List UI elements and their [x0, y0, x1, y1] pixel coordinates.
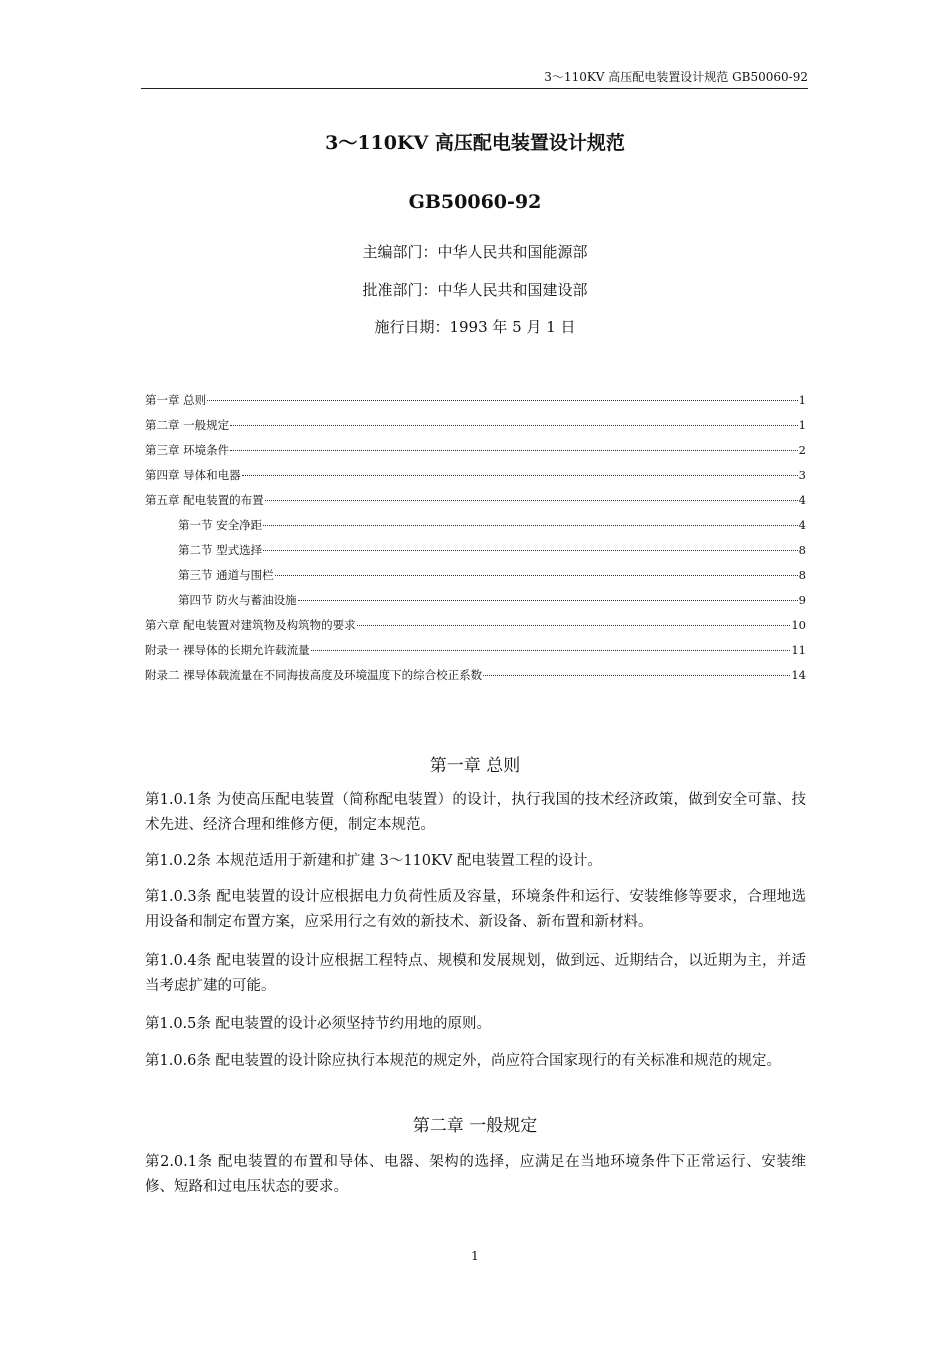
- table-of-contents: [145, 392, 806, 692]
- clause-1-0-3: 第1.0.3条 配电装置的设计应根据电力负荷性质及容量，环境条件和运行、安装维修等要求，合理地选用设备和制定布置方案，应采用行之有效的新技术、新设备、新布置和新材料。: [145, 889, 806, 930]
- toc-entry[interactable]: 第三章 环境条件 2: [145, 443, 806, 457]
- toc-subentry[interactable]: 第二节 型式选择 8: [178, 543, 806, 557]
- document-title: 3～110KV 高压配电装置设计规范: [325, 132, 625, 154]
- clause-1-0-2: 第1.0.2条 本规范适用于新建和扩建 3～110KV 配电装置工程的设计。: [145, 853, 602, 869]
- page-number: 1: [471, 1249, 479, 1263]
- toc-subentry[interactable]: 第一节 安全净距 4: [178, 518, 806, 532]
- standard-code: GB50060-92: [408, 191, 542, 213]
- toc-entry[interactable]: 第四章 导体和电器 3: [145, 468, 806, 482]
- toc-entry[interactable]: 第二章 一般规定 1: [145, 418, 806, 432]
- clause-2-0-1: 第2.0.1条 配电装置的布置和导体、电器、架构的选择，应满足在当地环境条件下正常运行、安装维修、短路和过电压状态的要求。: [145, 1154, 806, 1195]
- toc-entry[interactable]: 第一章 总则 1: [145, 393, 806, 407]
- effective-date: 施行日期：1993 年 5 月 1 日: [374, 318, 576, 336]
- toc-entry[interactable]: 第五章 配电装置的布置 4: [145, 493, 806, 507]
- clause-1-0-5: 第1.0.5条 配电装置的设计必须坚持节约用地的原则。: [145, 1016, 492, 1032]
- page-header: [141, 66, 808, 89]
- toc-entry[interactable]: 附录二 裸导体载流量在不同海拔高度及环境温度下的综合校正系数 14: [145, 668, 806, 682]
- chapter-heading: 第二章 一般规定: [412, 1116, 538, 1136]
- toc-subentry[interactable]: 第三节 通道与围栏 8: [178, 568, 806, 582]
- clause-1-0-4: 第1.0.4条 配电装置的设计应根据工程特点、规模和发展规划，做到远、近期结合，以近期为主，并适当考虑扩建的可能。: [145, 953, 806, 994]
- approval-department: 批准部门：中华人民共和国建设部: [362, 281, 588, 299]
- running-title: 3～110KV 高压配电装置设计规范 GB50060-92: [544, 70, 808, 84]
- toc-entry[interactable]: 第六章 配电装置对建筑物及构筑物的要求 10: [145, 618, 806, 632]
- clause-1-0-1: 第1.0.1条 为使高压配电装置（简称配电装置）的设计，执行我国的技术经济政策，做到安全可靠、技术先进、经济合理和维修方便，制定本规范。: [145, 792, 806, 833]
- chapter-heading: 第一章 总则: [429, 756, 521, 776]
- editor-department: 主编部门：中华人民共和国能源部: [362, 243, 588, 261]
- toc-subentry[interactable]: 第四节 防火与蓄油设施 9: [178, 593, 806, 607]
- clause-1-0-6: 第1.0.6条 配电装置的设计除应执行本规范的规定外，尚应符合国家现行的有关标准和规范的规定。: [145, 1053, 781, 1069]
- toc-entry[interactable]: 附录一 裸导体的长期允许载流量 11: [145, 643, 806, 657]
